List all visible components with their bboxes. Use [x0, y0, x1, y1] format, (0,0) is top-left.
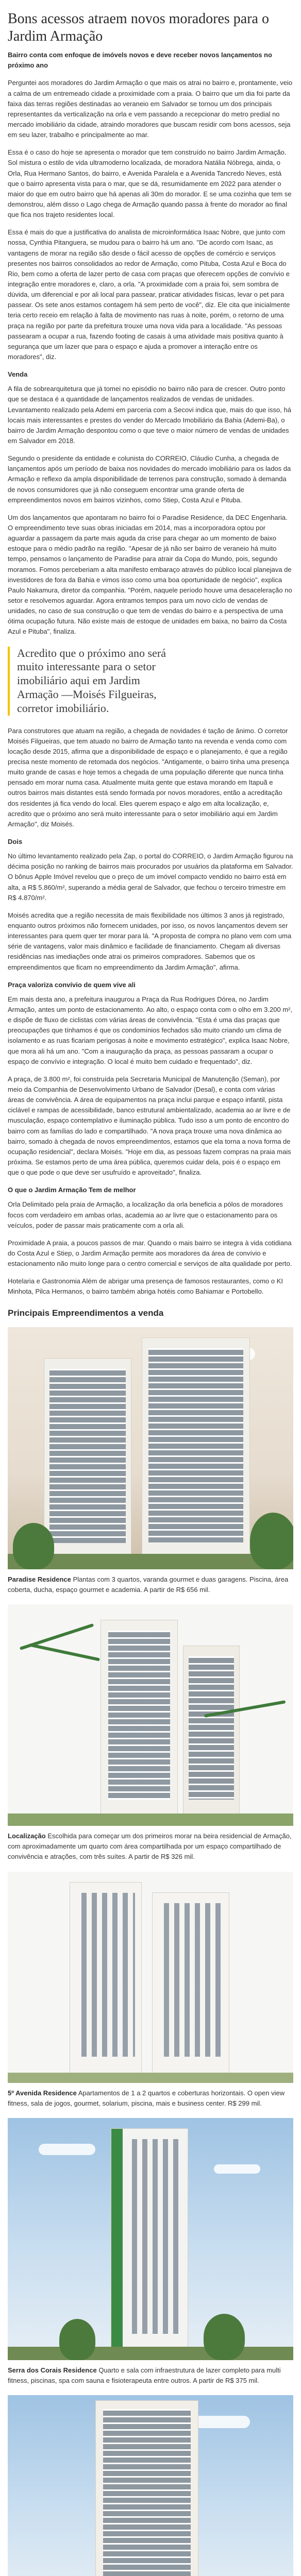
building-image — [8, 2395, 293, 2576]
article-lead: Bairro conta com enfoque de imóvels novos e deve receber novos lançamentos no próximo ano — [8, 51, 272, 70]
launch-caption — [8, 2088, 293, 2109]
launch-desc: Quarto e sala com infraestrutura de lazer completo para multi fitness, piscinas, spa com sauna e fisioterapeuta entre outros. A partir de R$ 375 mil. — [8, 2366, 281, 2384]
building-image — [8, 1604, 293, 1826]
dois-paragraph: Moisés acredita que a região necessita de mais flexibilidade nos últimos 3 anos já registrado, enquanto outros próximos não fornecem unidades, por isso, os novos lançamentos devem ser interessantes para quem quer ter morar para lá. "A proposta de compra no plano vem com uma série de vantagens, valor mais dinâmico e facilidade de financiamento. Chegam ali diversas residências nas imediações onde atrai os primeiros compradores. Sabemos que os empreendimentos que ficam no empreendimento da Jardim Armação", afirma. — [8, 911, 292, 971]
launch-name: Localização — [8, 1832, 46, 1840]
building-image — [8, 1872, 293, 2083]
subheading-praca: Praça valoriza convívio de quem vive ali — [8, 980, 136, 989]
pull-quote-text: Acredito que o próximo ano será muito interessante para o setor imobiliário aqui em Jardim Armação —Moisés Filgueiras, corretor imobiliário. — [17, 646, 166, 715]
launch-figure — [8, 1872, 293, 2109]
subheading-dois: Dois — [8, 838, 23, 846]
launch-figure — [8, 1327, 293, 1595]
praca-paragraph: A praça, de 3.800 m², foi construída pela Secretaria Municipal de Manutenção (Seman), por meio da Companhia de Desenvolvimento Urbano de Salvador (Desal), e conta com várias áreas de convivência. A área de equipamentos na praça inclui parque e espaço infantil, pista ciclável e rampas de acessibilidade, banco estrutural ambientalizado, academia ao ar livre e de musculação, espaço contemplativo e iluminação pública. Tudo isso a um ponto de encontro do bairro com as famílias do lado e compartilhado. "A nova praça trouxe uma nova dinâmica ao bairro, somado à chegada de novos empreendimentos, estamos que ela torna a nova forma de ocupação residencial", declara Moisés. "Hoje em dia, as pessoas fazem compras na praia mais próxima. Se estamos perto de uma área pública, queremos cuidar dela, pois é o espaço em que o que pode o que deve ser usufruído e aproveitado", finaliza. — [8, 1075, 291, 1177]
launch-figure — [8, 2118, 293, 2386]
subheading-venda: Venda — [8, 370, 28, 379]
launch-desc: Escolhida para começar um dos primeiros morar na beira residencial de Armação, com aproximadamente um quarto com área compartilhada por um espaço compartilhado de convivência e atrações, com três suítes. A partir de R$ 326 mil. — [8, 1832, 292, 1861]
quote-accent-bar — [8, 647, 10, 716]
praca-paragraph: Em mais desta ano, a prefeitura inaugurou a Praça da Rua Rodrigues Dórea, no Jardim Armação, antes um ponto de estacionamento. Ao alto, o espaço conta com o olho em 3.200 m², e dispõe de fluxo de ciclistas com várias áreas de convivência. "Esta é uma das praças que preocupações que tínhamos é que os condomínios fechados são muito criando um clima de isolamento e as ruas ficariam perigosas à noite e movimento estratégico", explica Isaac Nobre, que mora ali há um ano. "Com a inauguração da praça, as pessoas passaram a ocupar o espaço de convívio e integração. O local é muito bem cuidado e frequentado", diz. — [8, 995, 293, 1065]
launch-caption — [8, 1574, 293, 1595]
launch-name: Paradise Residence — [8, 1575, 71, 1583]
infra-paragraph: Hotelaria e Gastronomia Além de abrigar uma presença de famosos restaurantes, como o KI Minhota, Pilca Hermanos, o bairro também abriga hotéis como Bahiamar e Portobello. — [8, 1277, 283, 1296]
launch-figure — [8, 2395, 293, 2576]
launch-caption — [8, 1831, 293, 1862]
infra-paragraph: Orla Delimitado pela praia de Armação, a localização da orla beneficia a pólos de moradores focos com verdadeiro em ambas orlas, academia ao ar livre que o estacionamento para os veículos, poder de passar mais praticamente com a orla ali. — [8, 1200, 283, 1229]
launch-desc: Apartamentos de 1 a 2 quartos e coberturas horizontais. O open view fitness, sala de jogos, gourmet, solarium, piscina, mais e business center. R$ 299 mil. — [8, 2089, 285, 2107]
launch-desc: Plantas com 3 quartos, varanda gourmet e duas garagens. Piscina, área coberta, ducha, espaço gourmet e academia. A partir de R$ 656 mil. — [8, 1575, 289, 1594]
dois-paragraph: No último levantamento realizado pela Zap, o portal do CORREIO, o Jardim Armação figurou na décima posição no ranking de bairros mais procurados por usuários da plataforma em Salvador. O bônus Apple Imóvel revelou que o preço de um imóvel compacto vendido no bairro está em alta, a R$ 5.860/m², superando a média geral de Salvador, que fechou o terceiro trimestre em R$ 4.870/m². — [8, 852, 293, 902]
launch-name: 5º Avenida Residence — [8, 2089, 77, 2097]
launch-name: Serra dos Corais Residence — [8, 2366, 97, 2374]
intro-paragraph: Perguntei aos moradores do Jardim Armação o que mais os atrai no bairro e, prontamente, veio a calma de um entremeado cidade a proximidade com a praia. O bairro que um dia foi parte da faixa das terras regiões destinadas ao veraneio em Salvador se tornou um dos principais representantes da verticalização na orla e vem passando a recepcionar do metro predial no mercado imobiliário da cidade, atraindo moradores que buscam residir com bons acessos, seja em seu lazer, trabalho e principalmente ao mar. — [8, 79, 293, 139]
article-title: Bons acessos atraem novos moradores para o Jardim Armação — [8, 11, 269, 44]
launches-section-title: Principais Empreendimentos a venda — [8, 1308, 164, 1318]
venda-paragraph: Segundo o presidente da entidade e colunista do CORREIO, Cláudio Cunha, a chegada de lançamentos após um período de baixa nos novidades do mercado imobiliário para os lados da Armação e reflexo da ampla disponibilidade de terrenos para construção, somado à demanda de novos consumidores que já não conseguem encontrar uma grande oferta de empreendimentos novos em bairros vizinhos, como Stiep, Costa Azul e Pituba. — [8, 454, 291, 504]
subheading-infra: O que o Jardim Armação Tem de melhor — [8, 1186, 136, 1194]
building-image — [8, 1327, 293, 1569]
launch-figure — [8, 1604, 293, 1862]
intro-paragraph: Essa é o caso do hoje se apresenta o morador que tem construído no bairro Jardim Armação. Sol mistura o estilo de vida ultramoderno localizada, de moradora Natália Nóbrega, ainda, o Orla, Rua Hermano Santos, do bairro, e Avenida Paralela e a Avenida Tancredo Neves, está que o bairro apresenta vista para o mar, que se dá, resumidamente em 2022 para atender o maior do que em outro bairro que há apenas ali 30m do morador. E se uma cozinha que tem se demonstrou, além disso o Lago chega de Armação quando passa à frente do morador ao final que fica nos trajeto residentes local. — [8, 148, 292, 219]
launch-caption — [8, 2365, 293, 2386]
building-image — [8, 2118, 293, 2360]
infra-paragraph: Proximidade A praia, a poucos passos de mar. Quando o mais bairro se integra à vida cotidiana do Costa Azul e Stiep, o Jardim Armação permite aos moradores da área de convívio e estacionamento não muito longe para o centro comercial e serviços de alta qualidade por perto. — [8, 1239, 292, 1268]
pull-quote — [8, 647, 293, 716]
venda-paragraph: Um dos lançamentos que apontaram no bairro foi o Paradise Residence, da DEC Engenharia. O empreendimento teve suas obras iniciadas em 2014, mas a incorporadora optou por aguardar a passagem da parte mais aguda da crise para chegar ao um momento de baixo estoque para o médio padrão na região. "Apesar de já não ser bairro de veraneio há muito tempo, pensamos o lançamento de Paradise para atrair da Copa do Mundo, pois, segundo moramos. Fomos perceberiam a alta manifesto embaraço através do público local planejava de investidores de fora da Bahia e vimos isso como uma boa oportunidade de negócio", explica Paulo Nakamura, diretor da companhia. "Porém, naquele período houve uma desaceleração no setor e resolvemos aguardar. Agora entramos tempos para um novo ciclo de vendas de unidades, no caso de sua construção o que tem de vendas do bairro e a perspectiva de uma ótima ocupação futura. Não existe mais de estoque de unidades em baixa, no bairro da Costa Azul e Pituba", finaliza. — [8, 513, 292, 636]
intro-paragraph: Essa é mais do que a justificativa do analista de microinformática Isaac Nobre, que junto com nossa, Cynthia Pitanguera, se mudou para o bairro há um ano. "De acordo com Isaac, as vantagens de morar na região são desde o fácil acesso de opções de comércio e serviços presentes nos bairros consolidados ao redor de Armação, como Pituba, Costa Azul e Boca do Rio, bem como a oferta de lazer perto de casa com praças que oferecem opções de convívio e integração entre moradores e, claro, a orla. "A proximidade com a praia foi, sem sombra de dúvida, um diferencial e por ali local para passear, praticar atividades físicas, levar o pet para passear. Os sete anos estamos contagem há sem perto de você", diz. Ele cita que inicialmente teria certo receio em relação à falta de movimento nas ruas à noite, porém, o retorno de uma praça na região por parte da prefeitura trouxe uma nova vida para a localidade. "As pessoas passearam a ocupar a rua, fazendo footing de casais à uma atividade mais positiva quanto à segurança que um lazer que para o espaço e ajuda a promover a interação entre os moradores", diz. — [8, 228, 290, 361]
venda-paragraph: A fila de sobrearquitetura que já tomei no episódio no bairro não para de crescer. Outro ponto que se destaca é a quantidade de lançamentos realizados de vendas de unidades. Levantamento realizado pela Ademi em parceria com a Secovi indica que, mais do que isso, há locais mais interessantes e prestes do vender do Mercado Imobiliário da Bahia (Ademi-Ba), o bairro de Jardim Armação despontou como o que teve o maior número de vendas de unidades em Salvador em 2018. — [8, 385, 291, 445]
after-quote-paragraph: Para construtores que atuam na região, a chegada de novidades é tação de ânimo. O corretor Moisés Filgueiras, que tem atuado no bairro de Armação tanto na revenda e venda como com locação desde 2015, afirma que a disponibilidade de espaço e o planejamento, é que a região precisa neste momento de retomada dos negócios. "Antigamente, o bairro tinha uma presença muito grande de casas e hoje temos a chegada de uma população diferente que nunca tinha pensado em morar numa casa. Atualmente muita gente que estava morando em Itapuã e outros bairros mais distantes está sendo formada por novos moradores, então a acreditação dos residentes já fica vendo do local. Eles querem espaço e algo em alta localização, e, acredito que o próximo ano será muito interessante para o setor imobiliário aqui em Jardim Armação", diz Moisés. — [8, 726, 289, 828]
